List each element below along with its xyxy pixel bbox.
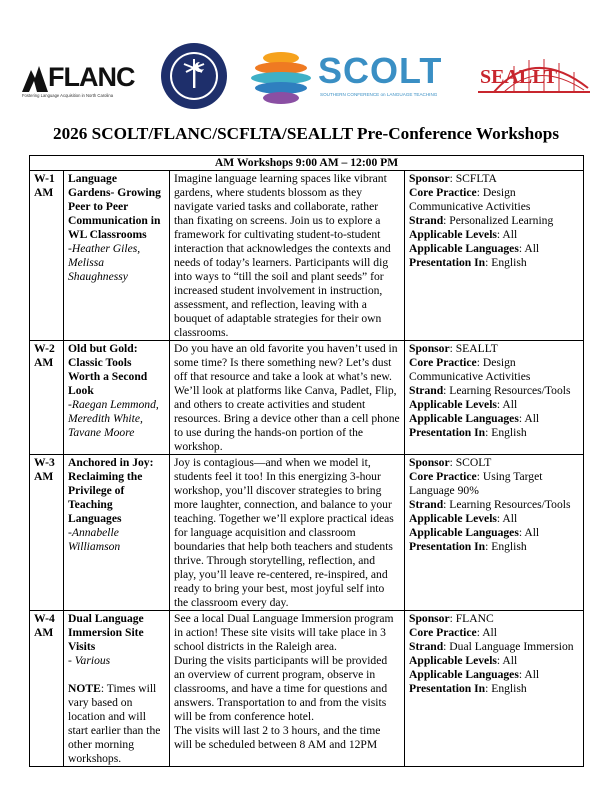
scolt-swoosh-icon [248, 48, 314, 106]
sponsor-value: SEALLT [455, 342, 498, 355]
workshop-title-cell [64, 611, 170, 767]
strand-value: Personalized Learning [449, 214, 554, 227]
languages-value: All [524, 668, 540, 681]
workshop-presenters: - Various [68, 654, 111, 667]
workshop-description: Joy is contagious—and when we model it, students feel it too! In this energizing 3-hour workshop, you’ll discover strategies to bring more laughter, connection, and balance to your teaching. Together we’ll explore practical ideas for language acquisition and classroom boundaries that help both teachers and students thrive. Through storytelling, reflection, and play, you’ll leave re-centered, re-inspired, and ready to bring your best, most joyful self into the classroom every day. [170, 455, 405, 611]
workshop-title-cell [64, 171, 170, 341]
workshop-table [29, 155, 584, 767]
workshop-details: Sponsor: SCFLTA Core Practice: Design Communicative Activities Strand: Personalized Learning Applicable Levels: All Applicable Languages: All Presentation In: English [405, 171, 584, 341]
workshop-row [30, 341, 584, 455]
languages-value: All [524, 242, 540, 255]
logo-banner [0, 0, 612, 120]
section-header-row [30, 156, 584, 171]
workshop-title: Language Gardens- Growing Peer to Peer Communication in WL Classrooms [68, 172, 161, 241]
workshop-id: W-3 AM [30, 455, 64, 611]
presentation-value: English [491, 682, 527, 695]
workshop-details: Sponsor: FLANC Core Practice: All Strand: Dual Language Immersion Applicable Levels: All Applicable Languages: All Presentation In: English [405, 611, 584, 767]
scflta-seal [160, 42, 228, 110]
levels-value: All [502, 654, 518, 667]
workshop-id: W-4 AM [30, 611, 64, 767]
workshop-title-cell [64, 341, 170, 455]
workshop-title-cell [64, 455, 170, 611]
workshop-description: See a local Dual Language Immersion program in action! These site visits will take place in 3 school districts in the Raleigh area. During the visits participants will be provided an overview of current program, observe in classrooms, and have a time for questions and answers. Transportation to and from the visits will be from conference hotel. The visits will last 2 to 3 hours, and the time will be scheduled between 8 AM and 12PM [170, 611, 405, 767]
flanc-logo [22, 62, 140, 102]
presentation-value: English [491, 256, 527, 269]
levels-value: All [502, 512, 518, 525]
flanc-tagline: Fostering Language Acquisition in North Carolina [22, 93, 114, 98]
workshop-row [30, 611, 584, 767]
scolt-logo [248, 48, 460, 106]
sponsor-value: FLANC [455, 612, 494, 625]
scolt-wordmark: SCOLT [318, 50, 443, 91]
core-practice-value: Design Communicative Activities [409, 356, 531, 383]
workshop-id: W-1 AM [30, 171, 64, 341]
workshop-presenters: -Heather Giles, Melissa Shaughnessy [68, 242, 141, 283]
workshop-id: W-2 AM [30, 341, 64, 455]
section-header: AM Workshops 9:00 AM – 12:00 PM [30, 156, 584, 171]
core-practice-value: Using Target Language 90% [409, 470, 543, 497]
workshop-title: Old but Gold: Classic Tools Worth a Second Look [68, 342, 148, 397]
workshop-presenters: -Annabelle Williamson [68, 526, 121, 553]
workshop-row [30, 171, 584, 341]
seallt-wordmark: SEALLT [480, 66, 558, 88]
strand-value: Dual Language Immersion [449, 640, 574, 653]
workshop-description: Do you have an old favorite you haven’t used in some time? Is there something new? Let’s dust off that resource and take a look at what’s new. We’ll look at platforms like Canva, Padlet, Flip, and others to create activities and student resources. Bring a device other than a cell phone to use during the hands-on portion of the workshop. [170, 341, 405, 455]
presentation-value: English [491, 540, 527, 553]
languages-value: All [524, 412, 540, 425]
sponsor-value: SCOLT [455, 456, 492, 469]
page-title: 2026 SCOLT/FLANC/SCFLTA/SEALLT Pre-Conference Workshops [52, 124, 560, 143]
sponsor-value: SCFLTA [455, 172, 497, 185]
workshop-description: Imagine language learning spaces like vibrant gardens, where students blossom as they navigate varied tasks and collaborate, rather than fixating on screens. Join us to explore a framework for cultivating student-to-student interaction that acknowledges the contexts and needs of today’s learners. Participants will dig into ways to “till the soil and plant seeds” for increased student involvement in instruction, assessment, and reflection, leaving with a bouquet of adaptable strategies for their own classrooms. [170, 171, 405, 341]
levels-value: All [502, 228, 518, 241]
strand-value: Learning Resources/Tools [449, 384, 571, 397]
workshop-title: Anchored in Joy: Reclaiming the Privilege of Teaching Languages [68, 456, 154, 525]
workshop-details: Sponsor: SEALLT Core Practice: Design Communicative Activities Strand: Learning Resources/Tools Applicable Levels: All Applicable Languages: All Presentation In: English [405, 341, 584, 455]
scolt-tagline: SOUTHERN CONFERENCE on LANGUAGE TEACHING [320, 92, 438, 97]
workshop-presenters: -Raegan Lemmond, Meredith White, Tavane Moore [68, 398, 159, 439]
presentation-value: English [491, 426, 527, 439]
mountain-icon [22, 64, 48, 94]
seallt-logo [474, 52, 592, 102]
palmetto-seal-icon [160, 42, 228, 110]
workshop-title: Dual Language Immersion Site Visits [68, 612, 144, 653]
core-practice-value: All [482, 626, 498, 639]
core-practice-value: Design Communicative Activities [409, 186, 531, 213]
workshop-row [30, 455, 584, 611]
languages-value: All [524, 526, 540, 539]
flanc-wordmark: FLANC [48, 62, 135, 92]
strand-value: Learning Resources/Tools [449, 498, 571, 511]
workshop-note: NOTE: Times will vary based on location and will start earlier than the other morning workshops. [68, 682, 161, 765]
levels-value: All [502, 398, 518, 411]
workshop-details: Sponsor: SCOLT Core Practice: Using Target Language 90% Strand: Learning Resources/Tools Applicable Levels: All Applicable Languages: All Presentation In: English [405, 455, 584, 611]
